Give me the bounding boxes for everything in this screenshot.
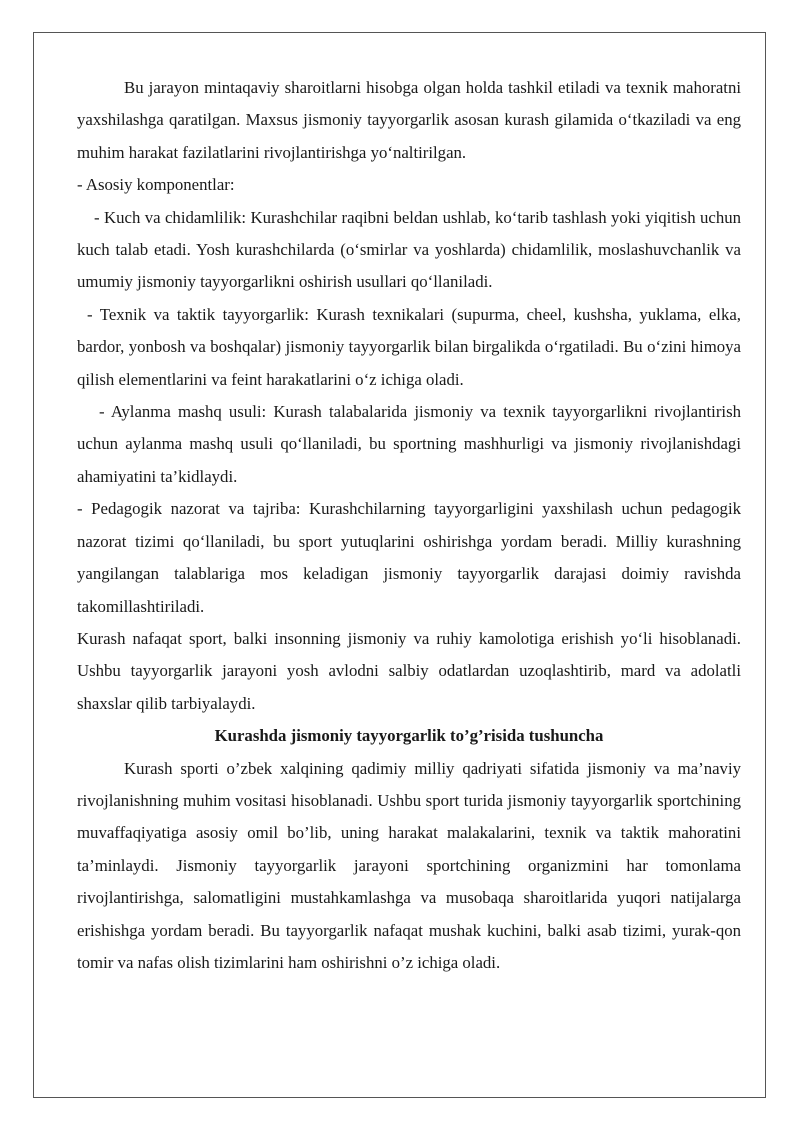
section-paragraph: Kurash sporti o’zbek xalqining qadimiy milliy qadriyati sifatida jismoniy va ma’naviy rivojlanishning muhim vositasi hisoblanadi. Ushbu sport turida jismoniy tayyorgarlik sportchining muvaffaqiyatiga asosiy omil bo’lib, uning harakat malakalarini, texnik va taktik mahoratini ta’minlaydi. Jismoniy tayyorgarlik jarayoni sportchining organizmini har tomonlama rivojlantirishga, salomatligini mustahkamlashga va musobaqa sharoitlarida yuqori natijalarga erishishga yordam beradi. Bu tayyorgarlik nafaqat mushak kuchini, balki asab tizimi, yurak-qon tomir va nafas olish tizimlarini ham oshirishni o’z ichiga oladi. (77, 758, 741, 972)
conclusion-paragraph: Kurash nafaqat sport, balki insonning jismoniy va ruhiy kamolotiga erishish yo‘li hisoblanadi. Ushbu tayyorgarlik jarayoni yosh avlodni salbiy odatlardan uzoqlashtirib, mard va adolatli shaxslar qilib tarbiyalaydi. (77, 628, 741, 713)
strength-endurance-item: - Kuch va chidamlilik: Kurashchilar raqibni beldan ushlab, ko‘tarib tashlash yoki yiqitish uchun kuch talab etadi. Yosh kurashchilarda (o‘smirlar va yoshlarda) chidamlilik, moslashuvchanlik va umumiy jismoniy tayyorgarlikni oshirish usullari qo‘llaniladi. (77, 207, 741, 292)
circuit-training-item: - Aylanma mashq usuli: Kurash talabalarida jismoniy va texnik tayyorgarlikni rivojlantirish uchun aylanma mashq usuli qo‘llaniladi, bu sportning mashhurligi va jismoniy rivojlanishdagi ahamiyatini ta’kidlaydi. (77, 402, 741, 486)
technical-tactical-item: - Texnik va taktik tayyorgarlik: Kurash texnikalari (supurma, cheel, kushsha, yuklama, elka, bardor, yonbosh va boshqalar) jismoniy tayyorgarlik bilan birgalikda o‘rgatiladi. Bu o‘zini himoya qilish elementlarini va feint harakatlarini o‘z ichiga oladi. (77, 304, 741, 389)
components-label: - Asosiy komponentlar: (77, 175, 235, 195)
pedagogical-control-item: - Pedagogik nazorat va tajriba: Kurashchilarning tayyorgarligini yaxshilash uchun pedagogik nazorat tizimi qo‘llaniladi, bu sport yutuqlarini oshirishga yordam beradi. Milliy kurashning yangilangan talablariga mos keladigan jismoniy tayyorgarlik darajasi doimiy ravishda takomillashtiriladi. (77, 499, 741, 616)
intro-paragraph: Bu jarayon mintaqaviy sharoitlarni hisobga olgan holda tashkil etiladi va texnik mahoratni yaxshilashga qaratilgan. Maxsus jismoniy tayyorgarlik asosan kurash gilamida o‘tkaziladi va eng muhim harakat fazilatlarini rivojlantirishga yo‘naltirilgan. (77, 78, 741, 162)
section-heading: Kurashda jismoniy tayyorgarlik to’g’risida tushuncha (214, 726, 604, 746)
document-body (77, 72, 741, 979)
